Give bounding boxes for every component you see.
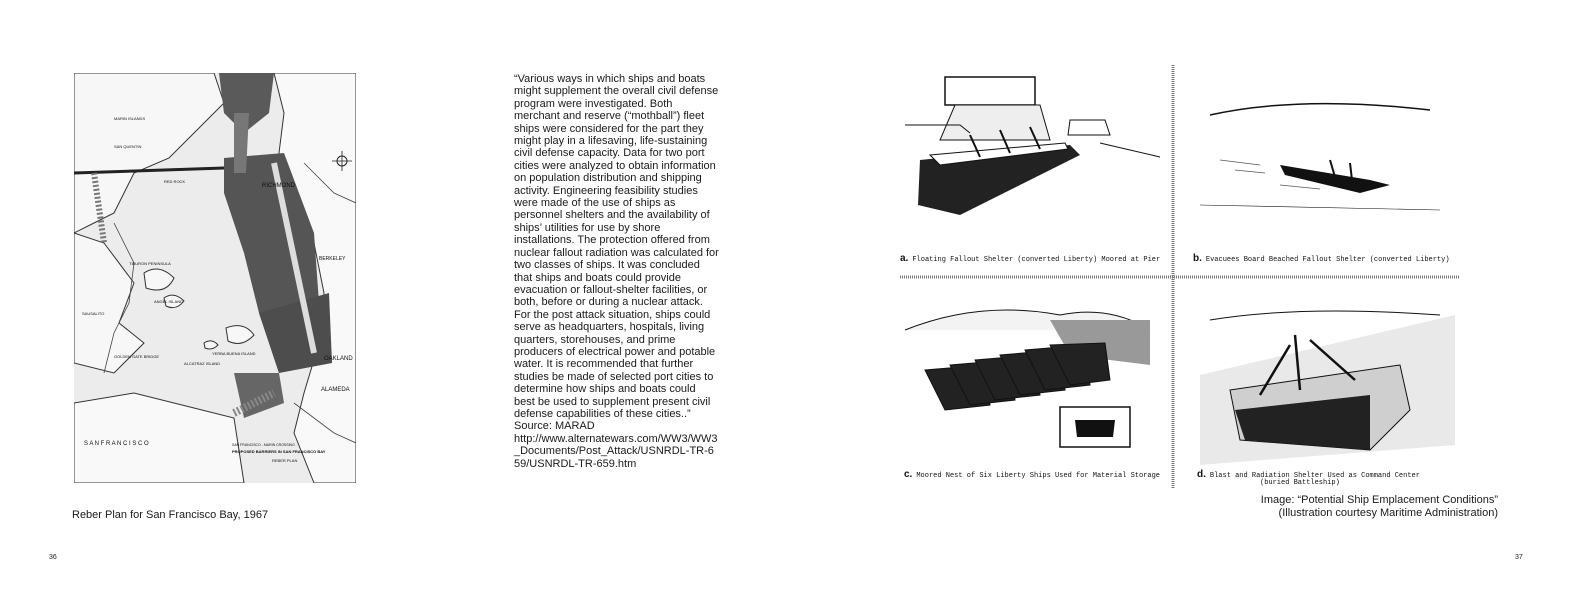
map-title-line3: REBER PLAN — [272, 458, 298, 463]
panel-c-caption — [904, 469, 1160, 480]
panel-b-illustration — [1200, 104, 1440, 210]
map-title-line2: PROPOSED BARRIERS IN SAN FRANCISCO BAY — [232, 449, 326, 454]
panel-a-caption — [900, 253, 1160, 264]
map-label-angel-island: ANGEL ISLAND — [154, 299, 183, 304]
map-label-richmond: RICHMOND — [262, 183, 295, 189]
panel-b-caption — [1193, 253, 1450, 264]
map-label-marin-islands: MARIN ISLANDS — [114, 116, 146, 121]
page-number-right: 37 — [1515, 554, 1523, 561]
map-label-oakland: OAKLAND — [324, 356, 353, 362]
panel-d-illustration — [1200, 311, 1455, 465]
quote-block — [514, 73, 719, 470]
reber-plan-map — [74, 73, 356, 483]
image-caption — [1261, 494, 1498, 520]
image-caption-line1: Image: “Potential Ship Emplacement Conditions” — [1260, 494, 1498, 506]
map-label-alcatraz: ALCATRAZ ISLAND — [184, 361, 221, 366]
map-label-sausalito: SAUSALITO — [82, 311, 105, 316]
panel-c-letter: c. — [904, 469, 913, 480]
map-label-golden-gate: GOLDEN GATE BRIDGE — [114, 354, 160, 359]
map-label-red-rock: RED ROCK — [164, 179, 186, 184]
page-number-left: 36 — [49, 554, 57, 561]
map-caption: Reber Plan for San Francisco Bay, 1967 — [72, 509, 269, 521]
panel-a-illustration — [905, 77, 1160, 215]
map-label-yerba-buena: YERBA BUENA ISLAND — [212, 351, 256, 356]
panel-d-letter: d. — [1197, 469, 1206, 480]
map-label-alameda: ALAMEDA — [321, 387, 350, 393]
quote-text: “Various ways in which ships and boats might supplement the overall civil defense program were investigated. Both merchant and reserve (“mothball”) fleet ships were considered for the part they might play in a lifesaving, life-sustaining civil defense capacity. Data for two port cities were analyzed to obtain information on population distribution and shipping activity. Engineering feasibility studies were made of the use of ships as personnel shelters and the availability of ships’ utilities for use by shore installations. The protection offered from nuclear fallout radiation was calculated for two classes of ships. It was concluded that ships and boats could provide evacuation or fallout-shelter facilities, or both, before or during a nuclear attack. For the post attack situation, ships could serve as headquarters, hospitals, living quarters, storehouses, and prime producers of electrical power and potable water. It is recommended that further studies be made of selected port cities to determine how ships and boats could best be used to supplement present civil defense capabilities of these cities..” — [514, 73, 719, 420]
quote-source: Source: MARAD — [514, 420, 595, 433]
panel-b-caption-text: Evacuees Board Beached Fallout Shelter (converted Liberty) — [1205, 256, 1450, 264]
panel-d-caption-text: Blast and Radiation Shelter Used as Command Center — [1209, 472, 1420, 480]
panel-a-letter: a. — [900, 253, 909, 264]
map-label-berkeley: BERKELEY — [319, 256, 346, 262]
panel-a-caption-text: Floating Fallout Shelter (converted Liberty) Moored at Pier — [912, 256, 1161, 264]
image-caption-line2: (Illustration courtesy Maritime Administration) — [1278, 507, 1498, 519]
source-url-link[interactable]: http://www.alternatewars.com/WW3/WW3_Documents/Post_Attack/USNRDL-TR-659/USNRDL-TR-659.htm — [514, 432, 718, 470]
map-label-san-quentin: SAN QUENTIN — [114, 144, 142, 149]
map-label-san-francisco: S A N F R A N C I S C O — [84, 441, 149, 447]
map-label-tiburon: TIBURON PENINSULA — [129, 261, 171, 266]
ship-emplacement-plate — [900, 65, 1460, 489]
map-title-line1: SAN FRANCISCO - MARIN CROSSING — [232, 443, 295, 447]
panel-c-caption-text: Moored Nest of Six Liberty Ships Used for Material Storage — [916, 472, 1160, 480]
panel-c-illustration — [905, 310, 1150, 447]
panel-d-caption-line2: (buried Battleship) — [1260, 479, 1340, 487]
panel-b-letter: b. — [1193, 253, 1202, 264]
